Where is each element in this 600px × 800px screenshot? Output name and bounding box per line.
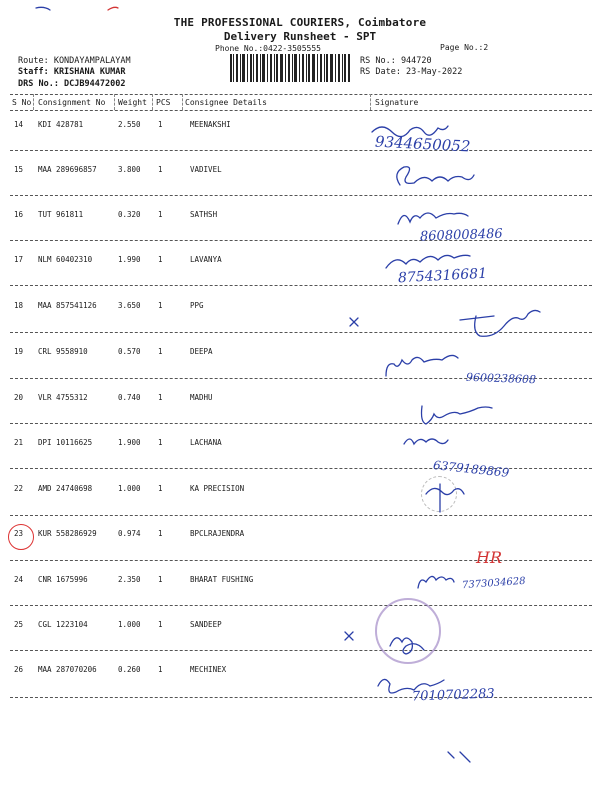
row-consignee: SANDEEP bbox=[190, 620, 222, 629]
handwritten-phone-21: 6379189869 bbox=[432, 458, 510, 480]
col-signature: Signature bbox=[375, 98, 419, 107]
route: Route: KONDAYAMPALAYAM bbox=[18, 56, 131, 66]
row-pcs: 1 bbox=[158, 301, 163, 310]
row-consignment: CRL 9558910 bbox=[38, 347, 88, 356]
row-weight: 1.000 bbox=[118, 620, 141, 629]
row-consignee: BPCLRAJENDRA bbox=[190, 529, 245, 538]
handwritten-mark-23: HR bbox=[476, 548, 502, 567]
row-pcs: 1 bbox=[158, 484, 163, 493]
rs-number: RS No.: 944720 bbox=[360, 56, 432, 66]
staff: Staff: KRISHANA KUMAR bbox=[18, 67, 126, 77]
row-pcs: 1 bbox=[158, 620, 163, 629]
row-pcs: 1 bbox=[158, 347, 163, 356]
row-pcs: 1 bbox=[158, 529, 163, 538]
row-consignment: VLR 4755312 bbox=[38, 393, 88, 402]
row-weight: 1.990 bbox=[118, 255, 141, 264]
row-consignee: DEEPA bbox=[190, 347, 213, 356]
row-consignee: SATHSH bbox=[190, 210, 218, 219]
row-weight: 3.800 bbox=[118, 165, 141, 174]
row-weight: 1.900 bbox=[118, 438, 141, 447]
handwritten-phone-17: 8754316681 bbox=[397, 265, 488, 287]
drs-number: DRS No.: DCJB94472002 bbox=[18, 79, 126, 89]
row-sno: 26 bbox=[14, 665, 24, 674]
row-sno: 20 bbox=[14, 393, 24, 402]
row-pcs: 1 bbox=[158, 393, 163, 402]
row-sno: 14 bbox=[14, 120, 24, 129]
row-consignee: LAVANYA bbox=[190, 255, 222, 264]
row-consignee: KA PRECISION bbox=[190, 484, 245, 493]
row-consignment: CNR 1675996 bbox=[38, 575, 88, 584]
row-consignment: AMD 24740698 bbox=[38, 484, 93, 493]
row-consignment: MAA 287070206 bbox=[38, 665, 97, 674]
row-weight: 2.350 bbox=[118, 575, 141, 584]
row-consignment: MAA 857541126 bbox=[38, 301, 97, 310]
row-consignee: BHARAT FUSHING bbox=[190, 575, 254, 584]
row-consignee: PPG bbox=[190, 301, 204, 310]
row-consignee: MADHU bbox=[190, 393, 213, 402]
handwritten-phone-14: 9344650052 bbox=[374, 132, 471, 156]
row-weight: 0.260 bbox=[118, 665, 141, 674]
row-pcs: 1 bbox=[158, 255, 163, 264]
row-pcs: 1 bbox=[158, 120, 163, 129]
row-sno: 19 bbox=[14, 347, 24, 356]
row-pcs: 1 bbox=[158, 210, 163, 219]
row-weight: 0.740 bbox=[118, 393, 141, 402]
row-weight: 3.650 bbox=[118, 301, 141, 310]
row-pcs: 1 bbox=[158, 165, 163, 174]
row-sno: 23 bbox=[14, 529, 24, 538]
runsheet-title: Delivery Runsheet - SPT bbox=[223, 30, 377, 43]
col-pcs: PCS bbox=[156, 98, 171, 107]
row-weight: 0.570 bbox=[118, 347, 141, 356]
col-weight: Weight bbox=[118, 98, 147, 107]
phone-number: Phone No.:0422-3505555 bbox=[215, 44, 321, 53]
col-sno: S No bbox=[12, 98, 32, 107]
row-consignee: LACHANA bbox=[190, 438, 222, 447]
row-consignee: VADIVEL bbox=[190, 165, 222, 174]
row-pcs: 1 bbox=[158, 575, 163, 584]
row-sno: 24 bbox=[14, 575, 24, 584]
row-weight: 2.550 bbox=[118, 120, 141, 129]
row-consignment: TUT 961811 bbox=[38, 210, 84, 219]
row-consignment: MAA 289696857 bbox=[38, 165, 97, 174]
row-consignment: NLM 60402310 bbox=[38, 255, 93, 264]
row-pcs: 1 bbox=[158, 665, 163, 674]
row-consignee: MECHINEX bbox=[190, 665, 227, 674]
row-sno: 18 bbox=[14, 301, 24, 310]
row-weight: 1.000 bbox=[118, 484, 141, 493]
handwritten-phone-16: 8608008486 bbox=[419, 226, 503, 245]
col-consignment: Consignment No bbox=[38, 98, 106, 107]
row-pcs: 1 bbox=[158, 438, 163, 447]
row-consignment: CGL 1223104 bbox=[38, 620, 88, 629]
page-number: Page No.:2 bbox=[440, 43, 489, 52]
row-sno: 21 bbox=[14, 438, 24, 447]
row-sno: 17 bbox=[14, 255, 24, 264]
row-sno: 16 bbox=[14, 210, 24, 219]
row-weight: 0.974 bbox=[118, 529, 141, 538]
row-weight: 0.320 bbox=[118, 210, 141, 219]
col-consignee: Consignee Details bbox=[185, 98, 267, 107]
company-name: THE PROFESSIONAL COURIERS, Coimbatore bbox=[173, 16, 427, 29]
row-sno: 25 bbox=[14, 620, 24, 629]
row-sno: 15 bbox=[14, 165, 24, 174]
row-consignment: DPI 10116625 bbox=[38, 438, 93, 447]
handwritten-phone-19: 9600238608 bbox=[465, 370, 537, 387]
row-consignment: KDI 428781 bbox=[38, 120, 84, 129]
handwritten-phone-24: 7373034628 bbox=[461, 575, 526, 592]
rs-date: RS Date: 23-May-2022 bbox=[360, 67, 463, 77]
row-consignee: MEENAKSHI bbox=[190, 120, 231, 129]
row-sno: 22 bbox=[14, 484, 24, 493]
row-consignment: KUR 558286929 bbox=[38, 529, 97, 538]
handwritten-phone-26: 7010702283 bbox=[411, 686, 495, 705]
